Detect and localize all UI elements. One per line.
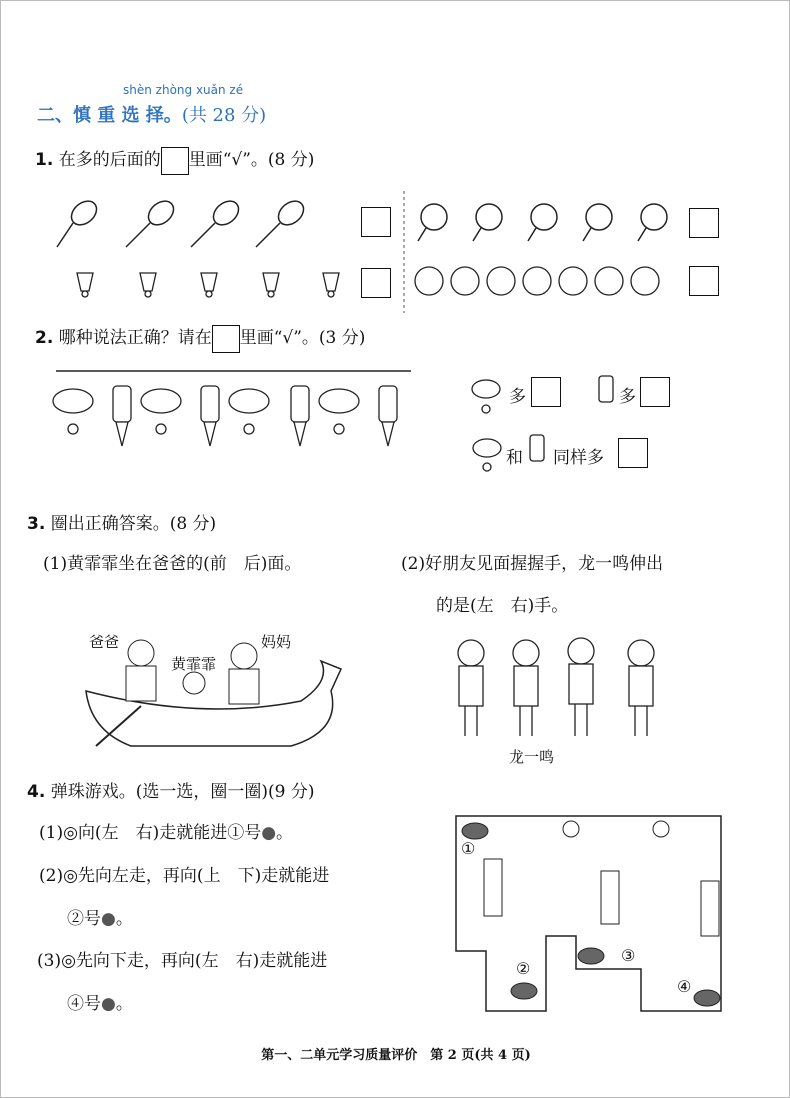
q4-s1-text: 向(左 右)走就能进①号 bbox=[77, 823, 262, 843]
option-and: 和 bbox=[506, 448, 523, 468]
q4-s3-text: 先向下走，再向(左 右)走就能进 bbox=[75, 951, 328, 971]
q4-number: 4. bbox=[27, 782, 46, 802]
maze-label-4: ④ bbox=[677, 977, 692, 996]
label-boy: 龙一鸣 bbox=[509, 748, 555, 766]
label-mom: 妈妈 bbox=[261, 633, 292, 651]
q3-sub2-answer[interactable]: 的是(左 右)手。 bbox=[436, 596, 569, 616]
q4-s2-text: 先向左走，再向(上 下)走就能进 bbox=[77, 866, 330, 886]
q2-text-b: 里画“√”。(3 分) bbox=[239, 328, 366, 348]
section-score: (共 28 分) bbox=[181, 105, 267, 126]
q4-s2b-text: ②号 bbox=[67, 909, 101, 929]
q4-s3b-end: 。 bbox=[115, 994, 133, 1014]
q4-s1-end: 。 bbox=[276, 823, 294, 843]
label-dad: 爸爸 bbox=[89, 633, 120, 651]
section-pinyin: shèn zhòng xuǎn zé bbox=[123, 83, 244, 97]
q2-number: 2. bbox=[35, 328, 54, 348]
maze-label-1: ① bbox=[461, 839, 476, 858]
q1-text-a: 在多的后面的 bbox=[58, 150, 161, 170]
q4-s2-num: (2) bbox=[39, 866, 64, 886]
hole-icon: ● bbox=[261, 823, 277, 843]
q4-s1-num: (1) bbox=[39, 823, 64, 843]
q4-s3-num: (3) bbox=[37, 951, 62, 971]
marble-maze bbox=[1, 1, 790, 1098]
marble-icon: ◎ bbox=[63, 866, 78, 886]
q1-text-b: 里画“√”。(8 分) bbox=[188, 150, 315, 170]
option-lantern-more: 多 bbox=[619, 387, 636, 407]
q3-text: 圈出正确答案。(8 分) bbox=[50, 514, 217, 534]
q4-s2b-end: 。 bbox=[115, 909, 133, 929]
hole-icon: ● bbox=[101, 994, 116, 1014]
page-footer: 第一、二单元学习质量评价 第 2 页(共 4 页) bbox=[261, 1048, 531, 1063]
q2-text-a: 哪种说法正确？请在 bbox=[58, 328, 212, 348]
q3-sub1[interactable]: (1)黄霏霏坐在爸爸的(前 后)面。 bbox=[43, 554, 302, 574]
marble-icon: ◎ bbox=[63, 823, 78, 843]
q4-s3b-text: ④号 bbox=[67, 994, 101, 1014]
maze-label-3: ③ bbox=[621, 946, 636, 965]
q3-number: 3. bbox=[27, 514, 46, 534]
label-girl: 黄霏霏 bbox=[171, 655, 217, 673]
q4-text: 弹珠游戏。(选一选，圈一圈)(9 分) bbox=[50, 782, 315, 802]
section-title-text: 二、慎 重 选 择。 bbox=[37, 105, 182, 126]
marble-icon: ◎ bbox=[61, 951, 76, 971]
option-fish-more: 多 bbox=[509, 387, 526, 407]
q3-sub2: (2)好朋友见面握握手，龙一鸣伸出 bbox=[401, 554, 664, 574]
q1-number: 1. bbox=[35, 150, 54, 170]
option-same: 同样多 bbox=[553, 448, 604, 468]
hole-icon: ● bbox=[101, 909, 116, 929]
maze-label-2: ② bbox=[516, 959, 531, 978]
